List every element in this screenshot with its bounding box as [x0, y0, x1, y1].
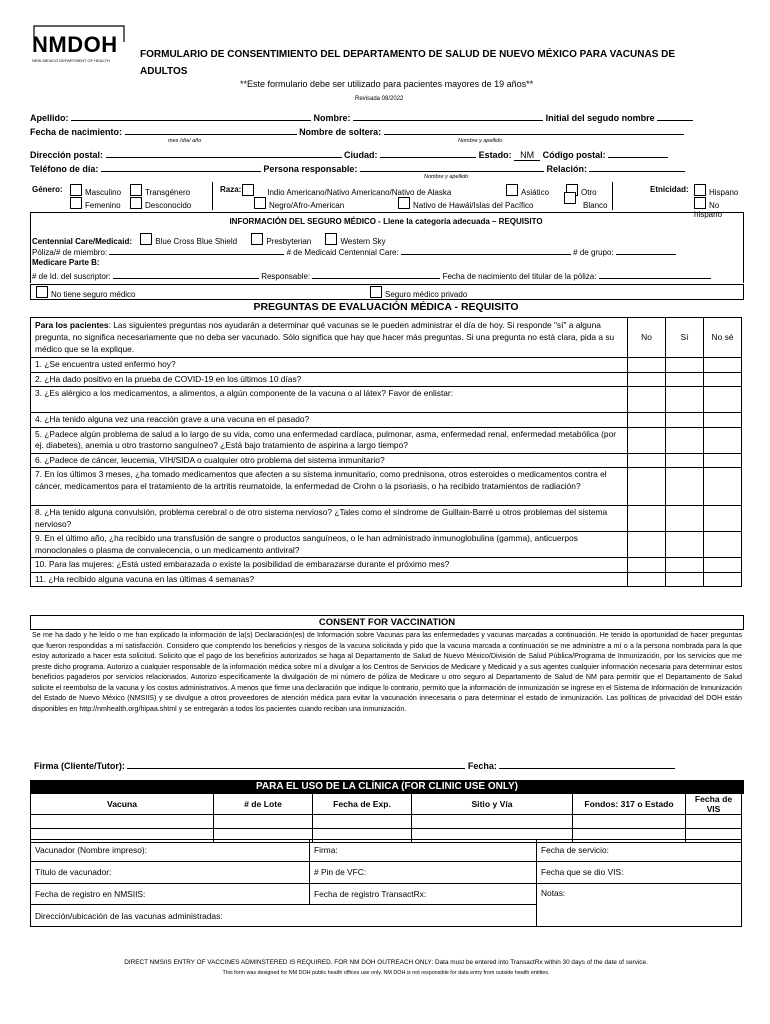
question-8: 8. ¿Ha tenido alguna convulsión, problema cerebral o de otro sistema nervioso? ¿Tales como el síndrome de Guillain-Barré u otros problemas del sistema nervioso? — [31, 506, 628, 532]
question-3: 3. ¿Es alérgico a los medicamentos, a alimentos, a algún componente de la vacuna o al látex? Favor de enlistar: — [31, 387, 628, 413]
codigo-label: Código postal: — [542, 150, 606, 160]
divider — [212, 182, 213, 210]
checkbox-icon[interactable] — [325, 233, 337, 245]
pin-vfc-field[interactable]: # Pin de VFC: — [310, 861, 537, 883]
checkbox-icon[interactable] — [36, 286, 48, 298]
footer-line-2: This form was designed for NM DOH public health offices use only. NM DOH is not responsible for data entry from outside health entities. — [222, 970, 550, 976]
answer-no[interactable] — [628, 372, 666, 387]
answer-no[interactable] — [628, 558, 666, 573]
question-6: 6. ¿Padece de cáncer, leucemia, VIH/SIDA o cualquier otro problema del sistema inmunitario? — [31, 453, 628, 468]
clinic-header: PARA EL USO DE LA CLÍNICA (FOR CLINIC USE ONLY) — [30, 780, 744, 794]
grupo-label: # de grupo: — [573, 248, 614, 257]
plan-presbyterian[interactable]: Presbyterian — [251, 237, 311, 246]
privado-option[interactable]: Seguro médico privado — [370, 286, 467, 299]
checkbox-icon[interactable] — [130, 197, 142, 209]
cell[interactable] — [313, 815, 412, 829]
answer-si[interactable] — [666, 572, 704, 587]
answer-si[interactable] — [666, 358, 704, 373]
fecha-vis-field[interactable]: Fecha que se dio VIS: — [537, 861, 742, 883]
footer-line-1: DIRECT NMSIIS ENTRY OF VACCINES ADMINSTERED IS REQUIRED. FOR NM DOH OUTREACH ONLY: Data must be entered into TransactRx within 30 days of the date of service. — [124, 959, 648, 966]
answer-si[interactable] — [666, 468, 704, 506]
genero-label: Género: — [32, 185, 63, 194]
estado-label: Estado: — [478, 150, 512, 160]
raza-indio[interactable]: Indio Americano/Nativo Americano/Nativo de Alaska — [242, 184, 451, 197]
cell[interactable] — [412, 815, 573, 829]
raza-negro[interactable]: Negro/Afro-American — [254, 197, 344, 210]
checkbox-icon[interactable] — [398, 197, 410, 209]
suscriptor-label: # de Id. del suscriptor: — [32, 272, 111, 281]
checkbox-icon[interactable] — [694, 184, 706, 196]
checkbox-icon[interactable] — [242, 184, 254, 196]
nombre-apellido-hint-2: Nombre y apellido — [424, 174, 469, 180]
answer-no-se[interactable] — [704, 468, 742, 506]
question-4: 4. ¿Ha tenido alguna vez una reacción grave a una vacuna en el pasado? — [31, 413, 628, 428]
answer-si[interactable] — [666, 427, 704, 453]
checkbox-icon[interactable] — [70, 184, 82, 196]
patient-row-4 — [30, 161, 742, 174]
answer-no-se[interactable] — [704, 572, 742, 587]
genero-transgenero[interactable]: Transgénero — [130, 184, 190, 197]
telefono-field[interactable] — [101, 161, 261, 172]
medicaid-label: # de Medicaid Centennial Care: — [286, 248, 399, 257]
answer-si[interactable] — [666, 453, 704, 468]
nombre-label: Nombre: — [313, 113, 351, 123]
medicare-label: Medicare Parte B: — [32, 258, 100, 267]
grupo-field[interactable] — [616, 246, 676, 255]
etnicidad-no-hispano[interactable]: No hispano — [694, 197, 742, 219]
fecha-transact-field[interactable]: Fecha de registro TransactRx: — [310, 883, 537, 905]
relacion-label: Relación: — [546, 164, 587, 174]
vacunador-field[interactable]: Vacunador (Nombre impreso): — [31, 840, 310, 862]
revision-date: Revisada 08/2022 — [355, 96, 404, 102]
insurance-row-2 — [32, 246, 744, 257]
answer-si[interactable] — [666, 413, 704, 428]
cell[interactable] — [214, 815, 313, 829]
checkbox-icon[interactable] — [140, 233, 152, 245]
answer-no[interactable] — [628, 532, 666, 558]
firma-field[interactable] — [127, 758, 465, 769]
cell[interactable] — [31, 815, 214, 829]
ciudad-label: Ciudad: — [344, 150, 378, 160]
fecha-titular-label: Fecha de nacimiento del titular de la póliza: — [442, 272, 597, 281]
answer-no-se[interactable] — [704, 358, 742, 373]
answer-si[interactable] — [666, 387, 704, 413]
answer-no[interactable] — [628, 506, 666, 532]
no-seguro-option[interactable]: No tiene seguro médico — [36, 286, 136, 299]
checkbox-icon[interactable] — [130, 184, 142, 196]
genero-femenino[interactable]: Femenino — [70, 197, 121, 210]
logo-text: NMDOH — [32, 32, 118, 57]
screening-intro: Para los pacientes: Las siguientes preguntas nos ayudarán a determinar qué vacunas se le pueden administrar el día de hoy. Si responde "sí" a alguna pregunta, no significa necesariamente que no deba ser vacunado. Sólo significa que hay que hacer más preguntas. Si una pregunta no está clara, pida a su médico que se la explique. — [31, 318, 628, 358]
plan-bcbs[interactable]: Blue Cross Blue Shield — [140, 237, 237, 246]
answer-no[interactable] — [628, 453, 666, 468]
answer-no-se[interactable] — [704, 413, 742, 428]
question-5: 5. ¿Padece algún problema de salud a lo largo de su vida, como una enfermedad cardíaca, pulmonar, asma, enfermedad renal, enfermedad metabólica (por ej. diabetes), anemia u otro trastorno sanguíneo? ¿Está bajo tratamiento de aspirina a largo tiempo? — [31, 427, 628, 453]
answer-no[interactable] — [628, 413, 666, 428]
checkbox-icon[interactable] — [694, 197, 706, 209]
insurance-header: INFORMACIÓN DEL SEGURO MÉDICO - Llene la categoría adecuada – REQUISITO — [229, 217, 543, 226]
patient-row-3 — [30, 147, 742, 160]
answer-no[interactable] — [628, 358, 666, 373]
patient-row-1 — [30, 110, 742, 123]
answer-no-se[interactable] — [704, 427, 742, 453]
question-2: 2. ¿Ha dado positivo en la prueba de COVID-19 en los últimos 10 días? — [31, 372, 628, 387]
form-title: FORMULARIO DE CONSENTIMIENTO DEL DEPARTAMENTO DE SALUD DE NUEVO MÉXICO PARA VACUNAS DE ADULTOS — [140, 49, 676, 77]
answer-no[interactable] — [628, 468, 666, 506]
initial-label: Initial del segudo nombre — [545, 113, 655, 123]
answer-no-se[interactable] — [704, 387, 742, 413]
titulo-field[interactable]: Título de vacunador: — [31, 861, 310, 883]
answer-si[interactable] — [666, 532, 704, 558]
apellido-field[interactable] — [71, 110, 311, 121]
answer-si[interactable] — [666, 372, 704, 387]
question-11: 11. ¿Ha recibido alguna vacuna en las últimas 4 semanas? — [31, 572, 628, 587]
col-vacuna: Vacuna — [31, 794, 214, 815]
col-fecha-exp: Fecha de Exp. — [313, 794, 412, 815]
col-no-se: No sé — [704, 318, 742, 358]
answer-no-se[interactable] — [704, 372, 742, 387]
consent-header: CONSENT FOR VACCINATION — [30, 615, 744, 630]
fecha-nac-label: Fecha de nacimiento: — [30, 127, 123, 137]
consent-text: Se me ha dado y he leído o me han explicado la información de la(s) Declaración(es) de Información sobre Vacunas para las enfermedades y vacunas marcadas a continuación. He tenido la oportunidad de hacer preguntas que fueron respondidas a mi satisfacción. Considero que comprendo los beneficios y riesgos de la vacuna solicitada y pido que la vacuna marcada a continuación se me administre a mí o a la persona nombrada para la que estoy autorizado a hacer esta solicitud. Solicito que el pago de los beneficios autorizados se haga al Departamento de Salud de Nuevo México/División de Salud Pública/Programa de Inmunización, por los servicios que me preste dicho programa. Autorizo a cualquier responsable de la información médica sobre mí a divulgar a los Centros de Servicios de Medicare y Medicaid y a sus agentes cualquier información necesaria para determinar estos beneficios pagaderos por servicios relacionados. Autorizo específicamente la divulgación de mi número de póliza de Medicare u otro seguro al Departamento de Salud de NM para permitir que el Departamento de Salud solicite el reembolso de la vacuna y los costos administrativos. A menos que firme una declaración que indique lo contrario, permito que la información de inmunización se ingrese en el Sistema de Información de Inmunización del Estado de Nuevo México (NMSIIS) y se divulgue a otros proveedores de atención médica para evitar la vacunación innecesaria o para determinar el estado de inmunización. Las políticas de privacidad del DOH están disponibles en http://nmhealth.org/hipaa.shtml y se entregarán a todos los pacientes cuando reciban una inmunización. — [32, 631, 742, 713]
checkbox-icon[interactable] — [254, 197, 266, 209]
answer-no[interactable] — [628, 387, 666, 413]
etnicidad-hispano[interactable]: Hispano — [694, 184, 738, 197]
soltera-label: Nombre de soltera: — [299, 127, 382, 137]
poliza-field[interactable] — [109, 246, 284, 255]
question-7: 7. En los últimos 3 meses, ¿ha tomado medicamentos que afecten a su sistema inmunitario, como prednisona, otros esteroides o medicamentos contra el cáncer, medicamentos para el tratamiento de la artritis reumatoide, la enfermedad de Crohn o la psoriasis, o ha recibido tratamientos de radiación? — [31, 468, 628, 506]
codigo-field[interactable] — [608, 147, 668, 158]
relacion-field[interactable] — [589, 161, 685, 172]
nmdoh-logo — [30, 22, 128, 68]
nombre-field[interactable] — [353, 110, 543, 121]
answer-si[interactable] — [666, 506, 704, 532]
responsable-field[interactable] — [360, 161, 544, 172]
apellido-label: Apellido: — [30, 113, 69, 123]
checkbox-icon[interactable] — [251, 233, 263, 245]
firma-clinic-field[interactable]: Firma: — [310, 840, 537, 862]
raza-otro[interactable]: Otro — [566, 184, 597, 197]
responsable-label: Persona responsable: — [263, 164, 358, 174]
suscriptor-field[interactable] — [113, 270, 259, 279]
checkbox-icon[interactable] — [370, 286, 382, 298]
form-subtitle: **Este formulario debe ser utilizado para pacientes mayores de 19 años** — [240, 79, 534, 89]
answer-no[interactable] — [628, 427, 666, 453]
direccion-field[interactable] — [106, 147, 342, 158]
col-no: No — [628, 318, 666, 358]
question-10: 10. Para las mujeres: ¿Está usted embarazada o existe la posibilidad de embarazarse durante el próximo mes? — [31, 558, 628, 573]
answer-no-se[interactable] — [704, 453, 742, 468]
raza-blanco[interactable]: Blanco — [564, 192, 607, 205]
col-lote: # de Lote — [214, 794, 313, 815]
divider — [612, 182, 613, 210]
initial-field[interactable] — [657, 110, 693, 121]
signature-row — [34, 758, 740, 771]
genero-masculino[interactable]: Masculino — [70, 184, 121, 197]
col-fondos: Fondos: 317 o Estado — [573, 794, 686, 815]
poliza-label: Póliza/# de miembro: — [32, 248, 108, 257]
answer-no-se[interactable] — [704, 506, 742, 532]
cell[interactable] — [573, 815, 686, 829]
responsable-ins-label: Responsable: — [261, 272, 311, 281]
answer-no-se[interactable] — [704, 558, 742, 573]
fecha-hint: mes /día/ año — [168, 138, 202, 144]
answer-no[interactable] — [628, 572, 666, 587]
telefono-label: Teléfono de día: — [30, 164, 99, 174]
soltera-field[interactable] — [384, 124, 684, 135]
direccion-vacunas-field[interactable]: Dirección/ubicación de las vacunas administradas: — [31, 905, 537, 927]
fecha-titular-field[interactable] — [599, 270, 711, 279]
cell[interactable] — [686, 815, 742, 829]
clinic-info-table — [30, 839, 742, 927]
fecha-nac-field[interactable] — [125, 124, 297, 135]
fecha-label: Fecha: — [467, 761, 497, 771]
raza-hawai[interactable]: Nativo de Hawái/Islas del Pacífico — [398, 197, 534, 210]
screening-header: PREGUNTAS DE EVALUACIÓN MÉDICA - REQUISITO — [253, 301, 519, 313]
answer-no-se[interactable] — [704, 532, 742, 558]
logo-subtext: NEW MEXICO DEPARTMENT OF HEALTH — [32, 58, 110, 63]
insurance-row-3 — [32, 270, 744, 281]
col-sitio-via: Sitio y Vía — [412, 794, 573, 815]
checkbox-icon[interactable] — [506, 184, 518, 196]
patient-row-2 — [30, 124, 742, 137]
genero-desconocido[interactable]: Desconocido — [130, 197, 191, 210]
col-fecha-vis: Fecha de VIS — [686, 794, 742, 815]
fecha-servicio-field[interactable]: Fecha de servicio: — [537, 840, 742, 862]
notas-field[interactable]: Notas: — [537, 883, 742, 927]
insurance-row-1 — [32, 233, 744, 246]
fecha-field[interactable] — [499, 758, 675, 769]
centennial-label: Centennial Care/Medicaid: — [32, 237, 133, 246]
fecha-nmsiis-field[interactable]: Fecha de registro en NMSIIS: — [31, 883, 310, 905]
clinic-table — [30, 793, 742, 843]
responsable-ins-field[interactable] — [312, 270, 440, 279]
estado-value[interactable]: NM — [514, 150, 540, 161]
ciudad-field[interactable] — [380, 147, 476, 158]
firma-label: Firma (Cliente/Tutor): — [34, 761, 125, 771]
question-1: 1. ¿Se encuentra usted enfermo hoy? — [31, 358, 628, 373]
checkbox-icon[interactable] — [70, 197, 82, 209]
screening-table — [30, 317, 742, 587]
nombre-apellido-hint: Nombre y apellido — [458, 138, 503, 144]
plan-western-sky[interactable]: Western Sky — [325, 237, 385, 246]
raza-asiatico[interactable]: Asiático — [506, 184, 549, 197]
raza-label: Raza: — [220, 185, 242, 194]
question-9: 9. En el último año, ¿ha recibido una transfusión de sangre o productos sanguíneos, o le han administrado inmunoglobulina (gamma), anticuerpos monoclonales o plasma de convalecencia, o un medicamento antiviral? — [31, 532, 628, 558]
etnicidad-label: Etnicidad: — [650, 185, 689, 194]
medicaid-field[interactable] — [401, 246, 571, 255]
checkbox-icon[interactable] — [564, 192, 576, 204]
demographics — [30, 184, 742, 219]
direccion-label: Dirección postal: — [30, 150, 104, 160]
col-si: Sí — [666, 318, 704, 358]
answer-si[interactable] — [666, 558, 704, 573]
